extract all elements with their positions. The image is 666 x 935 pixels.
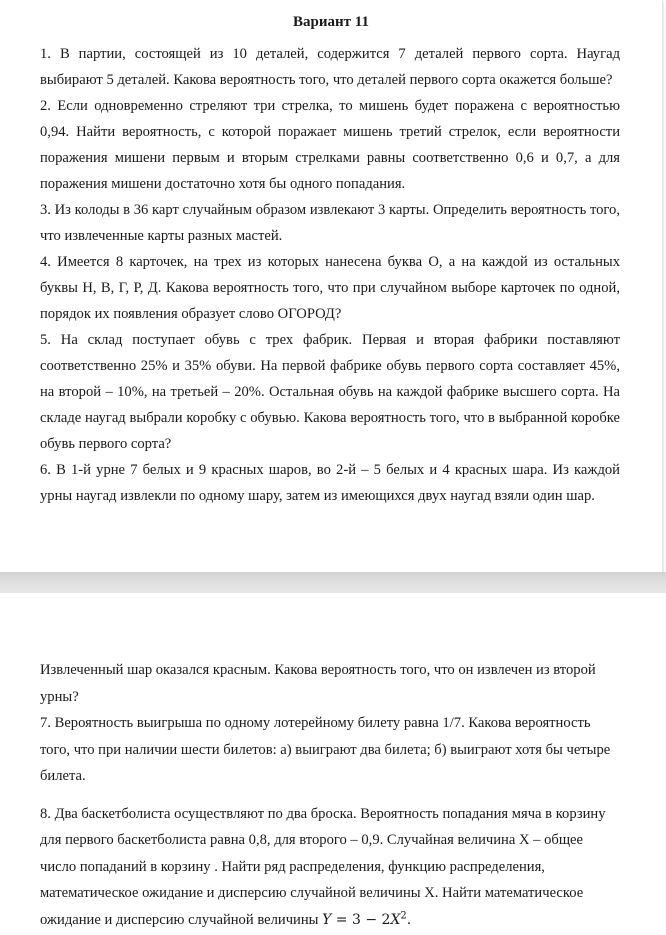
formula-y: Y [322,911,332,928]
variant-title: Вариант 11 [293,14,369,30]
formula-end: . [406,911,412,928]
page-1-body [40,41,620,509]
formula-exponent: 2 [400,909,407,921]
problem-8-text: 8. Два баскетболиста осуществляют по два броска. Вероятность попадания мяча в корзину для первого баскетболиста равна 0,8, для второго – 0,9. Случайная величина X – общее число попаданий в корзину . Найти ряд распределения, функцию распределения, математическое ожидание и дисперсию случайной величины X. Найти математическое ожидание и дисперсию случайной величины [40,805,606,928]
problem-8 [40,801,620,934]
formula [322,909,412,928]
formula-x: X [390,911,401,928]
problem-3: 3. Из колоды в 36 карт случайным образом извлекают 3 карты. Определить вероятность того, что извлеченные карты разных мастей. [40,202,620,244]
document-page-2 [0,593,666,935]
page-separator [0,572,666,593]
problem-5: 5. На склад поступает обувь с трех фабрик. Первая и вторая фабрики поставляют соответственно 25% и 35% обуви. На первой фабрике обувь первого сорта составляет 45%, на второй – 10%, на третьей – 20%. Остальная обувь на каждой фабрике высшего сорта. На складе наугад выбрали коробку с обувью. Какова вероятность того, что в выбранной коробке обувь первого сорта? [40,332,620,452]
problem-1: 1. В партии, состоящей из 10 деталей, содержится 7 деталей первого сорта. Наугад выбирают 5 деталей. Какова вероятность того, что деталей первого сорта окажется больше? [40,46,620,88]
page-2-body [40,657,620,933]
problem-7: 7. Вероятность выигрыша по одному лотерейному билету равна 1/7. Какова вероятность того, что при наличии шести билетов: а) выиграют два билета; б) выиграют хотя бы четыре билета. [40,715,611,784]
problem-4: 4. Имеется 8 карточек, на трех из которых нанесена буква О, а на каждой из остальных буквы Н, В, Г, Р, Д. Какова вероятность того, что при случайном выборе карточек по одной, порядок их появления образует слово ОГОРОД? [40,254,620,322]
problem-6: 6. В 1-й урне 7 белых и 9 красных шаров, во 2-й – 5 белых и 4 красных шара. Из каждой урны наугад извлекли по одному шару, затем из имеющихся двух наугад взяли один шар. [40,462,620,504]
formula-middle: = 3 − 2 [331,911,391,928]
problem-6-continuation: Извлеченный шар оказался красным. Какова вероятность того, что он извлечен из второй урны? [40,662,596,705]
problem-2: 2. Если одновременно стреляют три стрелка, то мишень будет поражена с вероятностью 0,94. Найти вероятность, с которой поражает мишень третий стрелок, если вероятности поражения мишени первым и вторым стрелками равны соответственно 0,6 и 0,7, а для поражения мишени достаточно хотя бы одного попадания. [40,98,620,192]
